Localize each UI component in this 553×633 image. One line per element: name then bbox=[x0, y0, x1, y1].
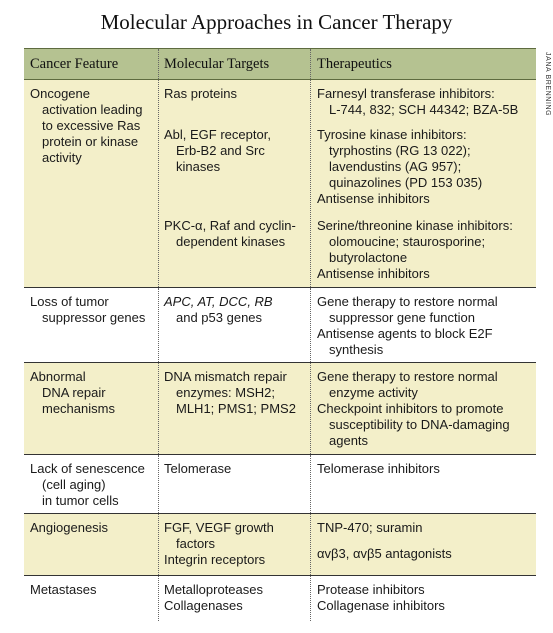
photo-credit: JANA BRENNING bbox=[544, 52, 551, 117]
therapeutics-cell: Gene therapy to restore normal enzyme activity Checkpoint inhibitors to promote susceptibility to DNA-damaging agents bbox=[317, 369, 510, 448]
targets-cell: DNA mismatch repair enzymes: MSH2; MLH1; PMS1; PMS2 bbox=[164, 369, 296, 416]
feature-cell: Loss of tumor suppressor genes bbox=[30, 294, 146, 325]
table-row-metastases bbox=[24, 576, 536, 621]
page-title: Molecular Approaches in Cancer Therapy bbox=[100, 10, 453, 34]
table-header bbox=[24, 48, 536, 80]
feature-cell: Lack of senescence (cell aging) in tumor cells bbox=[30, 461, 145, 508]
therapeutics-cell: Protease inhibitors Collagenase inhibitors bbox=[317, 582, 445, 613]
targets-cell: APC, AT, DCC, RB and p53 genes bbox=[164, 294, 273, 325]
feature-cell: Abnormal DNA repair mechanisms bbox=[30, 369, 115, 416]
table-row-dna-repair bbox=[24, 363, 536, 455]
header-cancer-feature: Cancer Feature bbox=[30, 56, 119, 72]
targets-cell: PKC-α, Raf and cyclin- dependent kinases bbox=[164, 218, 296, 249]
feature-cell: Oncogene activation leading to excessive Ras protein or kinase activity bbox=[30, 86, 143, 165]
therapeutics-cell: Serine/threonine kinase inhibitors: olomoucine; staurosporine; butyrolactone Antisense inhibitors bbox=[317, 218, 513, 281]
table-row-oncogene bbox=[24, 80, 536, 288]
header-therapeutics: Therapeutics bbox=[317, 56, 392, 72]
feature-cell: Angiogenesis bbox=[30, 520, 109, 535]
feature-cell: Metastases bbox=[30, 582, 97, 597]
therapy-table bbox=[24, 48, 536, 621]
targets-cell: Metalloproteases Collagenases bbox=[164, 582, 263, 613]
table-row-tumor-suppressor bbox=[24, 288, 536, 363]
therapeutics-cell: Farnesyl transferase inhibitors: L-744, 832; SCH 44342; BZA-5B bbox=[317, 86, 519, 117]
therapeutics-cell: Tyrosine kinase inhibitors: tyrphostins (RG 13 022); lavendustins (AG 957); quinazolines (PD 153 035) Antisense inhibitors bbox=[317, 127, 483, 206]
therapeutics-cell: TNP-470; suramin αvβ3, αvβ5 antagonists bbox=[317, 520, 452, 561]
therapeutics-cell: Telomerase inhibitors bbox=[317, 461, 440, 476]
targets-cell: FGF, VEGF growth factors Integrin receptors bbox=[164, 520, 274, 567]
header-molecular-targets: Molecular Targets bbox=[164, 56, 270, 72]
therapeutics-cell: Gene therapy to restore normal suppressor gene function Antisense agents to block E2F synthesis bbox=[317, 294, 498, 357]
targets-cell: Abl, EGF receptor, Erb-B2 and Src kinases bbox=[164, 127, 271, 174]
targets-cell: Telomerase bbox=[164, 461, 232, 476]
table-row-senescence bbox=[24, 455, 536, 514]
table-row-angiogenesis bbox=[24, 514, 536, 576]
targets-cell: Ras proteins bbox=[164, 86, 237, 101]
